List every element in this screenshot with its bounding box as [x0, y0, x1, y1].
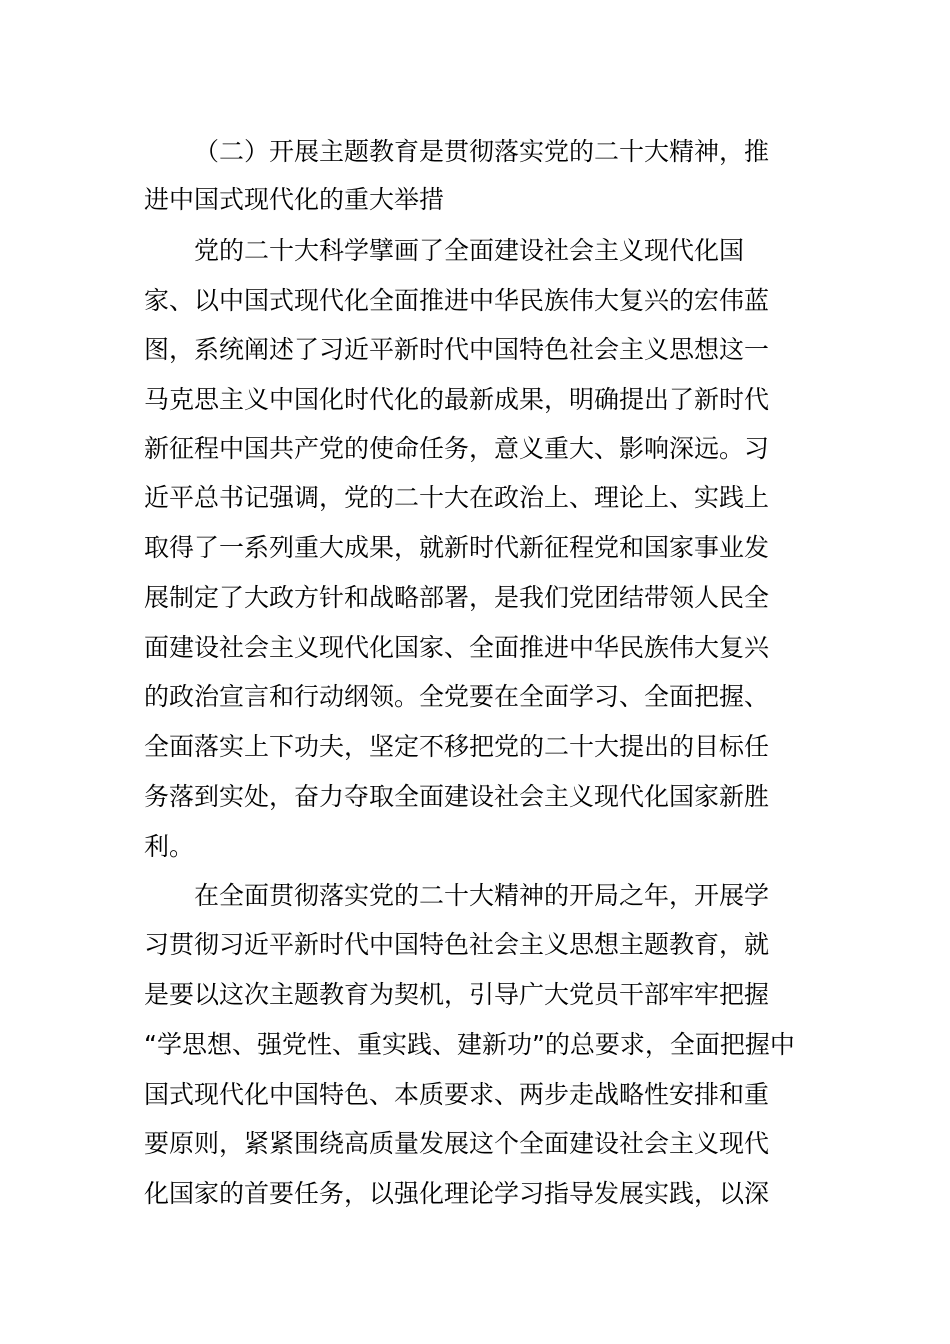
paragraph-1-line-1: 党的二十大科学擘画了全面建设社会主义现代化国: [194, 236, 745, 265]
paragraph-2-line-3: 是要以这次主题教育为契机，引导广大党员干部牢牢把握: [144, 980, 770, 1009]
paragraph-1-line-11: 全面落实上下功夫，坚定不移把党的二十大提出的目标任: [144, 732, 770, 761]
paragraph-1-line-3: 图，系统阐述了习近平新时代中国特色社会主义思想这一: [144, 335, 770, 364]
paragraph-1-line-5: 新征程中国共产党的使命任务，意义重大、影响深远。习: [144, 434, 770, 463]
paragraph-2-line-6: 要原则，紧紧围绕高质量发展这个全面建设社会主义现代: [144, 1129, 770, 1158]
paragraph-1-line-10: 的政治宣言和行动纲领。全党要在全面学习、全面把握、: [144, 682, 770, 711]
section-heading-line-2: 进中国式现代化的重大举措: [144, 185, 445, 214]
paragraph-2-line-2: 习贯彻习近平新时代中国特色社会主义思想主题教育，就: [144, 930, 770, 959]
paragraph-1-line-7: 取得了一系列重大成果，就新时代新征程党和国家事业发: [144, 533, 770, 562]
paragraph-1-line-6: 近平总书记强调，党的二十大在政治上、理论上、实践上: [144, 483, 770, 512]
paragraph-1-line-4: 马克思主义中国化时代化的最新成果，明确提出了新时代: [144, 385, 770, 414]
paragraph-2-line-5: 国式现代化中国特色、本质要求、两步走战略性安排和重: [144, 1080, 770, 1109]
paragraph-1-line-13: 利。: [144, 832, 195, 861]
paragraph-2-line-7: 化国家的首要任务，以强化理论学习指导发展实践，以深: [144, 1179, 770, 1208]
paragraph-1-line-8: 展制定了大政方针和战略部署，是我们党团结带领人民全: [144, 583, 770, 612]
paragraph-1-line-9: 面建设社会主义现代化国家、全面推进中华民族伟大复兴: [144, 633, 770, 662]
section-heading-line-1: （二）开展主题教育是贯彻落实党的二十大精神，推: [194, 137, 770, 166]
paragraph-1-line-12: 务落到实处，奋力夺取全面建设社会主义现代化国家新胜: [144, 782, 770, 811]
paragraph-2-line-1: 在全面贯彻落实党的二十大精神的开局之年，开展学: [194, 881, 770, 910]
paragraph-1-line-2: 家、以中国式现代化全面推进中华民族伟大复兴的宏伟蓝: [144, 286, 770, 315]
paragraph-2-line-4: “学思想、强党性、重实践、建新功”的总要求，全面把握中: [144, 1030, 795, 1059]
